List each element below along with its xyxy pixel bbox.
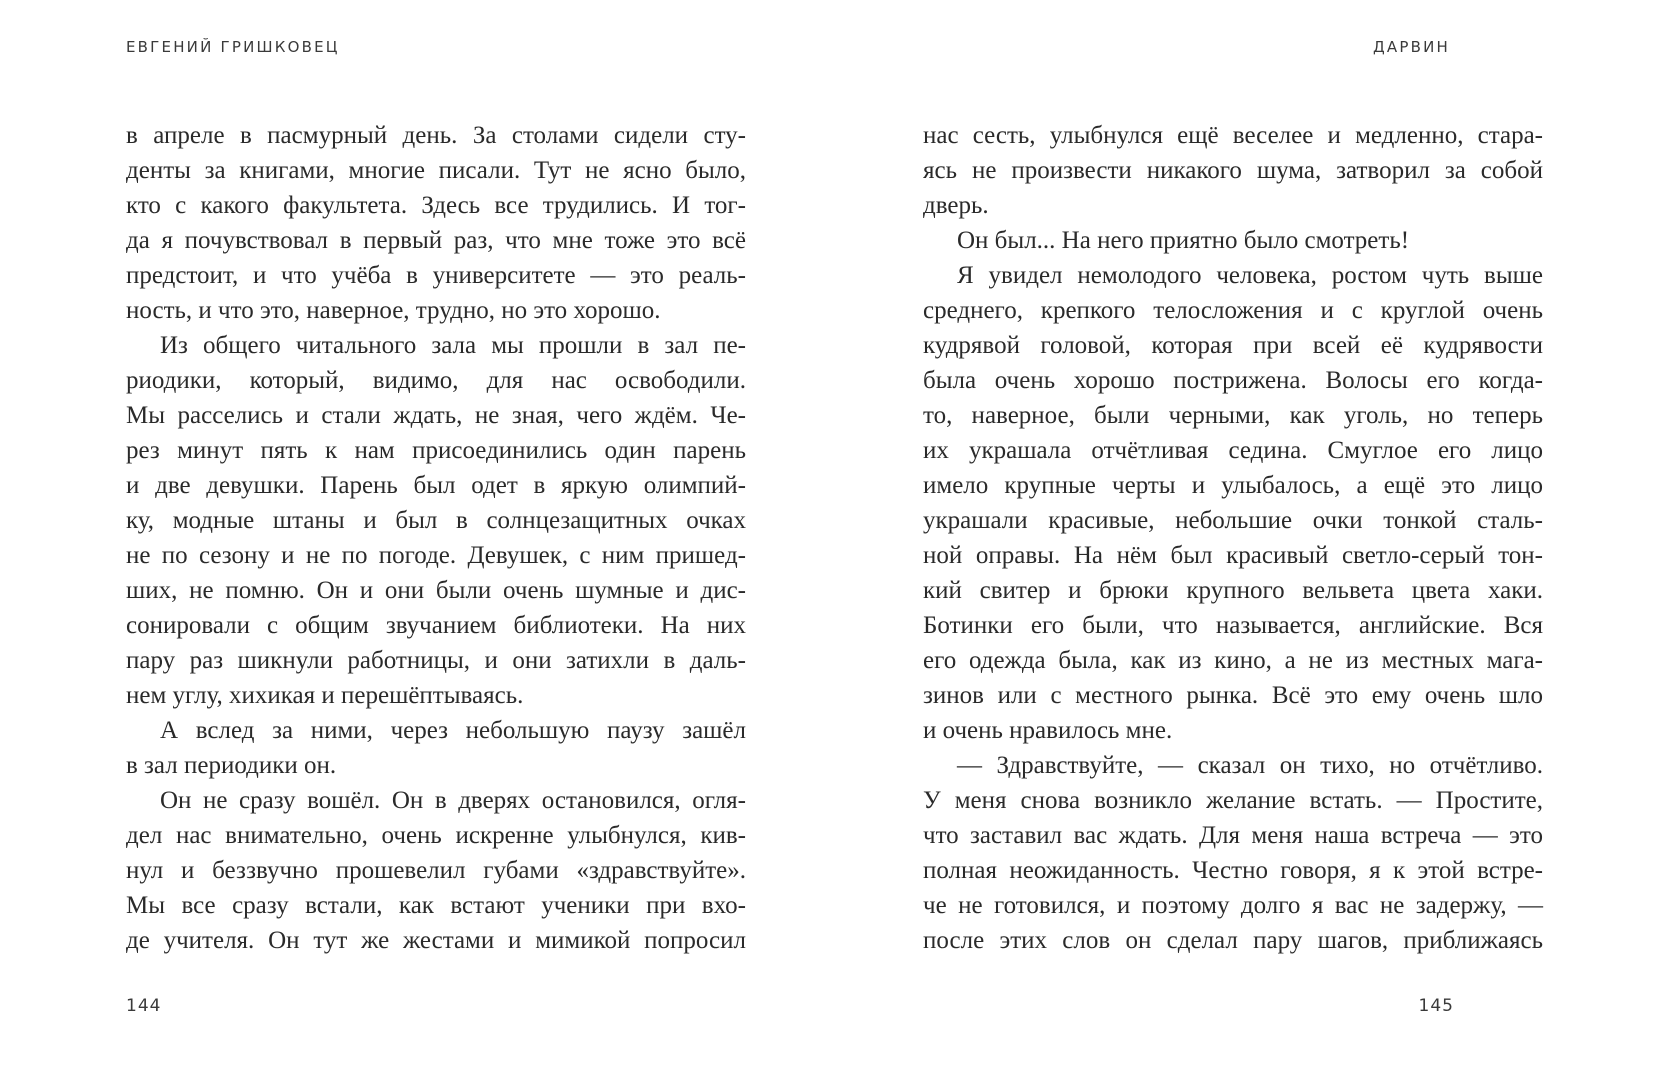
- page-number-right: 145: [1418, 996, 1454, 1016]
- text-line: че не готовился, и поэтому долго я вас не задержу, —: [923, 892, 1543, 919]
- right-page: [834, 0, 1668, 1080]
- text-line: их украшала отчётливая седина. Смуглое его лицо: [923, 437, 1543, 464]
- text-line: Ботинки его были, что называется, английские. Вся: [923, 612, 1543, 639]
- text-line: после этих слов он сделал пару шагов, приближаясь: [923, 927, 1543, 954]
- text-line: да я почувствовал в первый раз, что мне тоже это всё: [126, 227, 746, 254]
- text-line: пару раз шикнули работницы, и они затихли в даль-: [126, 647, 746, 674]
- text-line: в зал периодики он.: [126, 752, 337, 779]
- text-line: зинов или с местного рынка. Всё это ему очень шло: [923, 682, 1543, 709]
- text-line: риодики, который, видимо, для нас освободили.: [126, 367, 746, 394]
- running-head-author: ЕВГЕНИЙ ГРИШКОВЕЦ: [126, 38, 340, 56]
- text-line: полная неожиданность. Честно говоря, я к этой встре-: [923, 857, 1543, 884]
- text-line: де учителя. Он тут же жестами и мимикой попросил: [126, 927, 746, 954]
- text-line: нем углу, хихикая и перешёптываясь.: [126, 682, 524, 709]
- left-body-text: [126, 118, 746, 958]
- text-line: и очень нравилось мне.: [923, 717, 1173, 744]
- text-line: А вслед за ними, через небольшую паузу зашёл: [160, 717, 746, 744]
- text-line: была очень хорошо пострижена. Волосы его когда-: [923, 367, 1543, 394]
- text-line: нас сесть, улыбнулся ещё веселее и медленно, стара-: [923, 122, 1543, 149]
- text-line: не по сезону и не по погоде. Девушек, с ним пришед-: [126, 542, 746, 569]
- text-line: рез минут пять к нам присоединились один парень: [126, 437, 746, 464]
- text-line: Мы расселись и стали ждать, не зная, чего ждём. Че-: [126, 402, 746, 429]
- text-line: в апреле в пасмурный день. За столами сидели сту-: [126, 122, 746, 149]
- text-line: Он был... На него приятно было смотреть!: [957, 227, 1410, 254]
- text-line: кто с какого факультета. Здесь все трудились. И тог-: [126, 192, 746, 219]
- text-line: У меня снова возникло желание встать. — Простите,: [923, 787, 1543, 814]
- text-line: имело крупные черты и улыбалось, а ещё это лицо: [923, 472, 1543, 499]
- text-line: украшали красивые, небольшие очки тонкой сталь-: [923, 507, 1543, 534]
- text-line: кудрявой головой, которая при всей её кудрявости: [923, 332, 1543, 359]
- text-line: то, наверное, были черными, как уголь, но теперь: [923, 402, 1543, 429]
- text-line: его одежда была, как из кино, а не из местных мага-: [923, 647, 1543, 674]
- text-line: денты за книгами, многие писали. Тут не ясно было,: [126, 157, 746, 184]
- running-head-title: ДАРВИН: [1372, 38, 1450, 56]
- text-line: ность, и что это, наверное, трудно, но это хорошо.: [126, 297, 661, 324]
- text-line: среднего, крепкого телосложения и с круглой очень: [923, 297, 1543, 324]
- text-line: Мы все сразу встали, как встают ученики при вхо-: [126, 892, 746, 919]
- text-line: Я увидел немолодого человека, ростом чуть выше: [957, 262, 1543, 289]
- text-line: нул и беззвучно прошевелил губами «здравствуйте».: [126, 857, 746, 884]
- text-line: сонировали с общим звучанием библиотеки. На них: [126, 612, 746, 639]
- text-line: предстоит, и что учёба в университете — это реаль-: [126, 262, 746, 289]
- text-line: ших, не помню. Он и они были очень шумные и дис-: [126, 577, 746, 604]
- text-line: Он не сразу вошёл. Он в дверях остановился, огля-: [160, 787, 746, 814]
- right-body-text: [923, 118, 1543, 958]
- page-number-left: 144: [126, 996, 162, 1016]
- text-line: — Здравствуйте, — сказал он тихо, но отчётливо.: [957, 752, 1543, 779]
- text-line: ку, модные штаны и был в солнцезащитных очках: [126, 507, 746, 534]
- text-line: дверь.: [923, 192, 989, 219]
- text-line: кий свитер и брюки крупного вельвета цвета хаки.: [923, 577, 1543, 604]
- text-line: и две девушки. Парень был одет в яркую олимпий-: [126, 472, 746, 499]
- text-line: ной оправы. На нём был красивый светло-серый тон-: [923, 542, 1543, 569]
- text-line: ясь не произвести никакого шума, затворил за собой: [923, 157, 1543, 184]
- text-line: что заставил вас ждать. Для меня наша встреча — это: [923, 822, 1543, 849]
- text-line: дел нас внимательно, очень искренне улыбнулся, кив-: [126, 822, 746, 849]
- text-line: Из общего читального зала мы прошли в зал пе-: [160, 332, 746, 359]
